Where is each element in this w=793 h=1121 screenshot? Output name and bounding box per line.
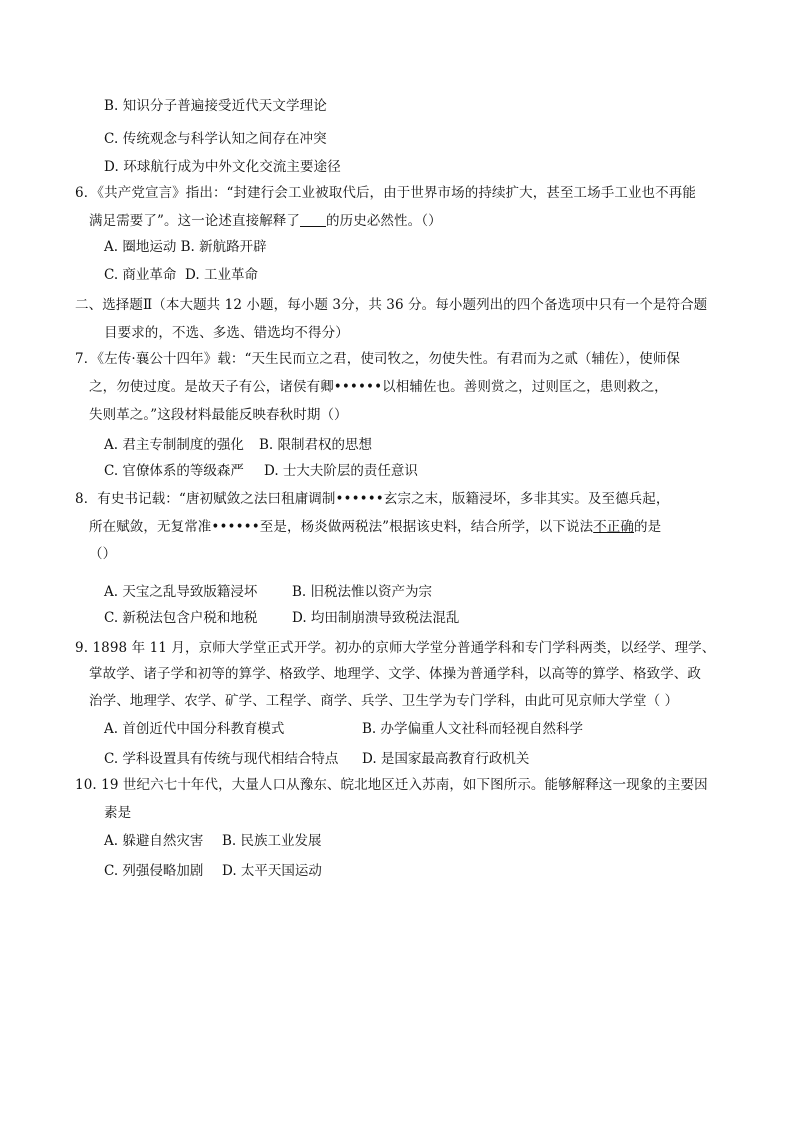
q6-option-c: C. 商业革命 [104, 267, 177, 283]
q6-option-b: B. 新航路开辟 [180, 239, 267, 255]
q5-option-d: D. 环球航行成为中外文化交流主要途径 [104, 159, 341, 175]
q8-option-a: A. 天宝之乱导致版籍浸坏 [104, 584, 258, 600]
q9-stem-line3: 治学、地理学、农学、矿学、工程学、商学、兵学、卫生学为专门学科，由此可见京师大学堂（ ） [89, 693, 679, 709]
q8-option-c: C. 新税法包含户税和地税 [104, 610, 258, 626]
q6-stem-line2-end: 的历史必然性。（） [326, 213, 442, 229]
q8-stem-line1: 8．有史书记载：“唐初赋敛之法曰租庸调制••••••玄宗之末，版籍浸坏，多非其实。及至德兵起， [75, 491, 670, 507]
q8-option-b: B. 旧税法惟以资产为宗 [292, 584, 433, 600]
q10-stem-line1: 10. 19 世纪六七十年代，大量人口从豫东、皖北地区迁入苏南，如下图所示。能够解释这一现象的主要因 [75, 777, 708, 793]
q10-option-d: D. 太平天国运动 [222, 863, 322, 879]
q7-stem-line1: 7．《左传·襄公十四年》载：“天生民而立之君，使司牧之，勿使失性。有君而为之贰（辅佐），使师保 [75, 351, 680, 367]
q7-stem-line3: 失则革之。”这段材料最能反映春秋时期（） [89, 407, 348, 423]
q5-option-c: C. 传统观念与科学认知之间存在冲突 [104, 131, 327, 147]
q10-option-c: C. 列强侵略加剧 [104, 863, 204, 879]
q9-option-a: A. 首创近代中国分科教育模式 [104, 721, 285, 737]
q8-stem-line2 [89, 517, 661, 537]
section-ii-heading-line1: 二、选择题Ⅱ（本大题共 12 小题，每小题 3分，共 36 分。每小题列出的四个备选项中只有一个是符合题 [75, 297, 708, 313]
section-ii-heading-line2: 目要求的，不选、多选、错选均不得分） [104, 325, 349, 341]
q10-option-b: B. 民族工业发展 [222, 833, 322, 849]
q10-stem-line2: 素是 [104, 805, 132, 821]
q8-option-d: D. 均田制崩溃导致税法混乱 [292, 610, 460, 626]
q6-stem-line2 [89, 211, 442, 231]
q6-options-row1 [104, 237, 267, 257]
q7-stem-line2: 之，勿使过度。是故天子有公，诸侯有卿••••••以相辅佐也。善则赏之，过则匡之，患则救之， [89, 379, 668, 395]
q7-option-d: D. 士大夫阶层的责任意识 [264, 463, 418, 479]
q7-option-b: B. 限制君权的思想 [259, 437, 373, 453]
q9-option-b: B. 办学偏重人文社科而轻视自然科学 [362, 721, 584, 737]
q6-stem-line1: 6．《共产党宣言》指出：“封建行会工业被取代后，由于世界市场的持续扩大，甚至工场手工业也不再能 [75, 185, 696, 201]
q8-stem-line2-text: 所在赋敛，无复常准••••••至是，杨炎做两税法”根据该史料，结合所学，以下说法 [89, 519, 594, 535]
answer-blank [300, 212, 326, 227]
q8-stem-line2-end: 的是 [634, 519, 662, 535]
q5-option-b: B. 知识分子普遍接受近代天文学理论 [104, 98, 327, 114]
q6-stem-line2-text: 满足需要了”。这一论述直接解释了 [89, 213, 301, 229]
q6-option-a: A. 圈地运动 [104, 239, 177, 255]
q10-option-a: A. 躲避自然灾害 [104, 833, 204, 849]
q6-options-row2 [104, 265, 258, 285]
q9-stem-line2: 掌故学、诸子学和初等的算学、格致学、地理学、文学、体操为普通学科，以高等的算学、格致学、政 [89, 666, 701, 682]
q8-underlined-phrase: 不正确 [593, 519, 634, 535]
q9-option-c: C. 学科设置具有传统与现代相结合特点 [104, 751, 339, 767]
q7-option-c: C. 官僚体系的等级森严 [104, 463, 244, 479]
q9-option-d: D. 是国家最高教育行政机关 [362, 751, 530, 767]
q6-option-d: D. 工业革命 [185, 267, 258, 283]
q7-option-a: A. 君主专制制度的强化 [104, 437, 244, 453]
q9-stem-line1: 9. 1898 年 11 月，京师大学堂正式开学。初办的京师大学堂分普通学科和专门学科两类，以经学、理学、 [75, 640, 716, 656]
q8-stem-line3: （） [89, 546, 117, 562]
